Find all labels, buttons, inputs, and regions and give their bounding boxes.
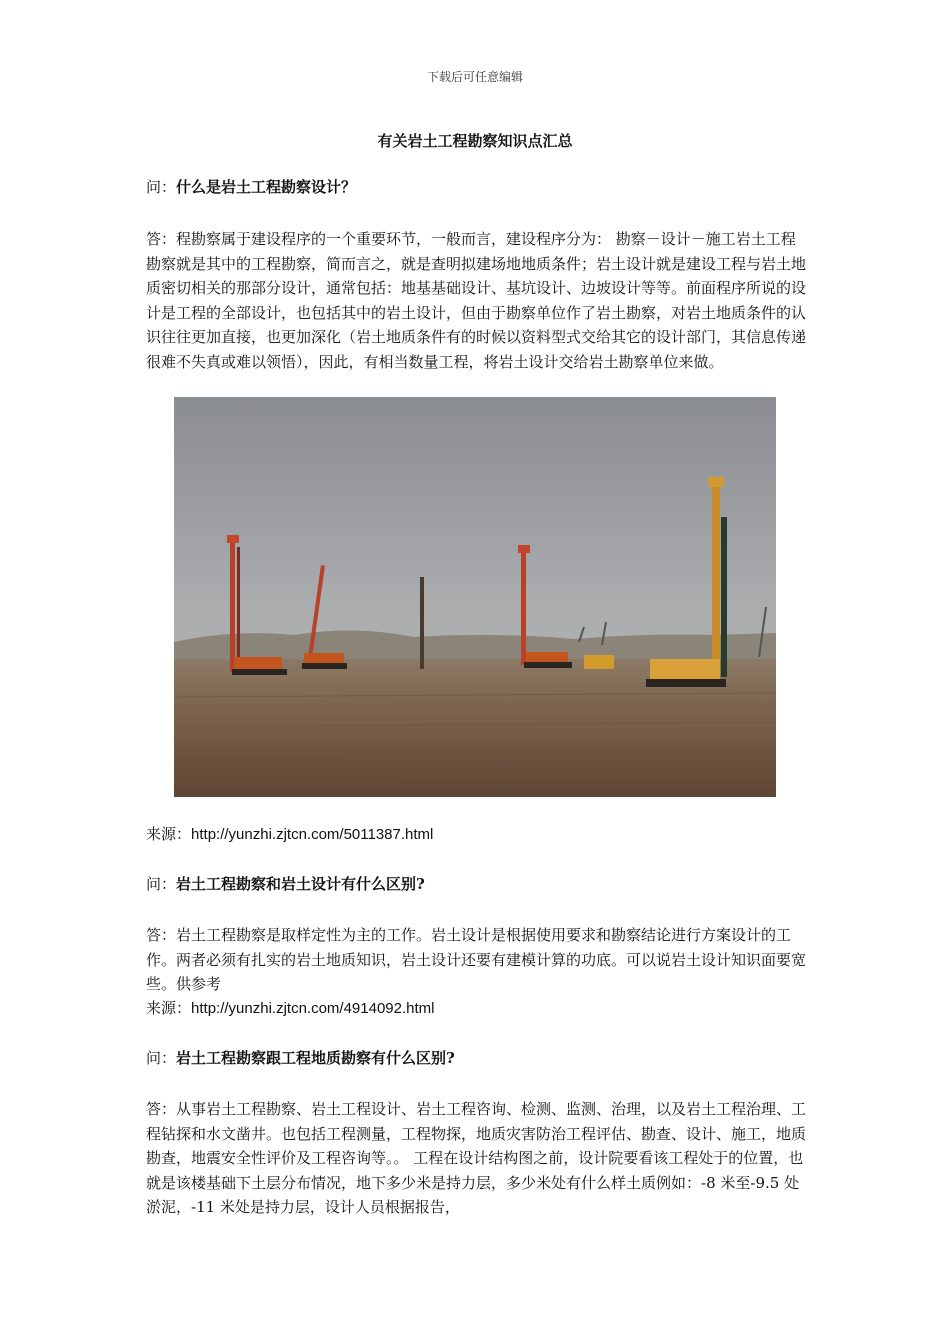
answer-2: 答：岩土工程勘察是取样定性为主的工作。岩土设计是根据使用要求和勘察结论进行方案设计的工作。两者必须有扎实的岩土地质知识，岩土设计还要有建模计算的功底。可以说岩土设计知识面要宽些。供参考 [146,926,807,993]
question-prefix: 问： [146,178,177,196]
question-text: 什么是岩土工程勘察设计？ [176,178,357,196]
answer-1: 答：程勘察属于建设程序的一个重要环节，一般而言，建设程序分为： 勘察－设计－施工岩土工程勘察就是其中的工程勘察，简而言之，就是查明拟建场地地质条件；岩土设计就是建设工程与岩土地质密切相关的那部分设计，通常包括：地基基础设计、基坑设计、边坡设计等等。前面程序所说的设计是工程的全部设计，也包括其中的岩土设计，但由于勘察单位作了岩土勘察，对岩土地质条件的认识往往更加直接，也更加深化（岩土地质条件有的时候以资料型式交给其它的设计部门，其信息传递很难不失真或难以领悟），因此，有相当数量工程，将岩土设计交给岩土勘察单位来做。 [146,230,807,371]
source-link[interactable]: http://yunzhi.zjtcn.com/4914092.html [191,1000,435,1017]
page-header: 下载后可任意编辑 [426,70,523,84]
question-2 [146,872,806,897]
drilling-site-photo [174,397,776,797]
question-3 [146,1046,806,1071]
source-line-1 [146,822,806,848]
source-line-2 [146,996,806,1022]
source-prefix: 来源： [146,999,192,1017]
question-prefix: 问： [146,1049,177,1067]
question-text: 岩土工程勘察和岩土设计有什么区别? [176,875,425,893]
source-link[interactable]: http://yunzhi.zjtcn.com/5011387.html [191,826,434,843]
answer-3: 答：从事岩土工程勘察、岩土工程设计、岩土工程咨询、检测、监测、治理，以及岩土工程治理、工程钻探和水文凿井。也包括工程测量，工程物探，地质灾害防治工程评估、勘查、设计、施工，地质勘查，地震安全性评价及工程咨询等。。 工程在设计结构图之前，设计院要看该工程处于的位置，也就是该楼基础下土层分布情况，地下多少米是持力层，多少米处有什么样土质例如：-8 米至-9.5 处淤泥，-11 米处是持力层，设计人员根据报告， [146,1100,807,1216]
question-text: 岩土工程勘察跟工程地质勘察有什么区别? [176,1049,455,1067]
question-1 [146,175,806,200]
source-prefix: 来源： [146,825,192,843]
question-prefix: 问： [146,875,177,893]
document-title: 有关岩土工程勘察知识点汇总 [377,132,573,150]
